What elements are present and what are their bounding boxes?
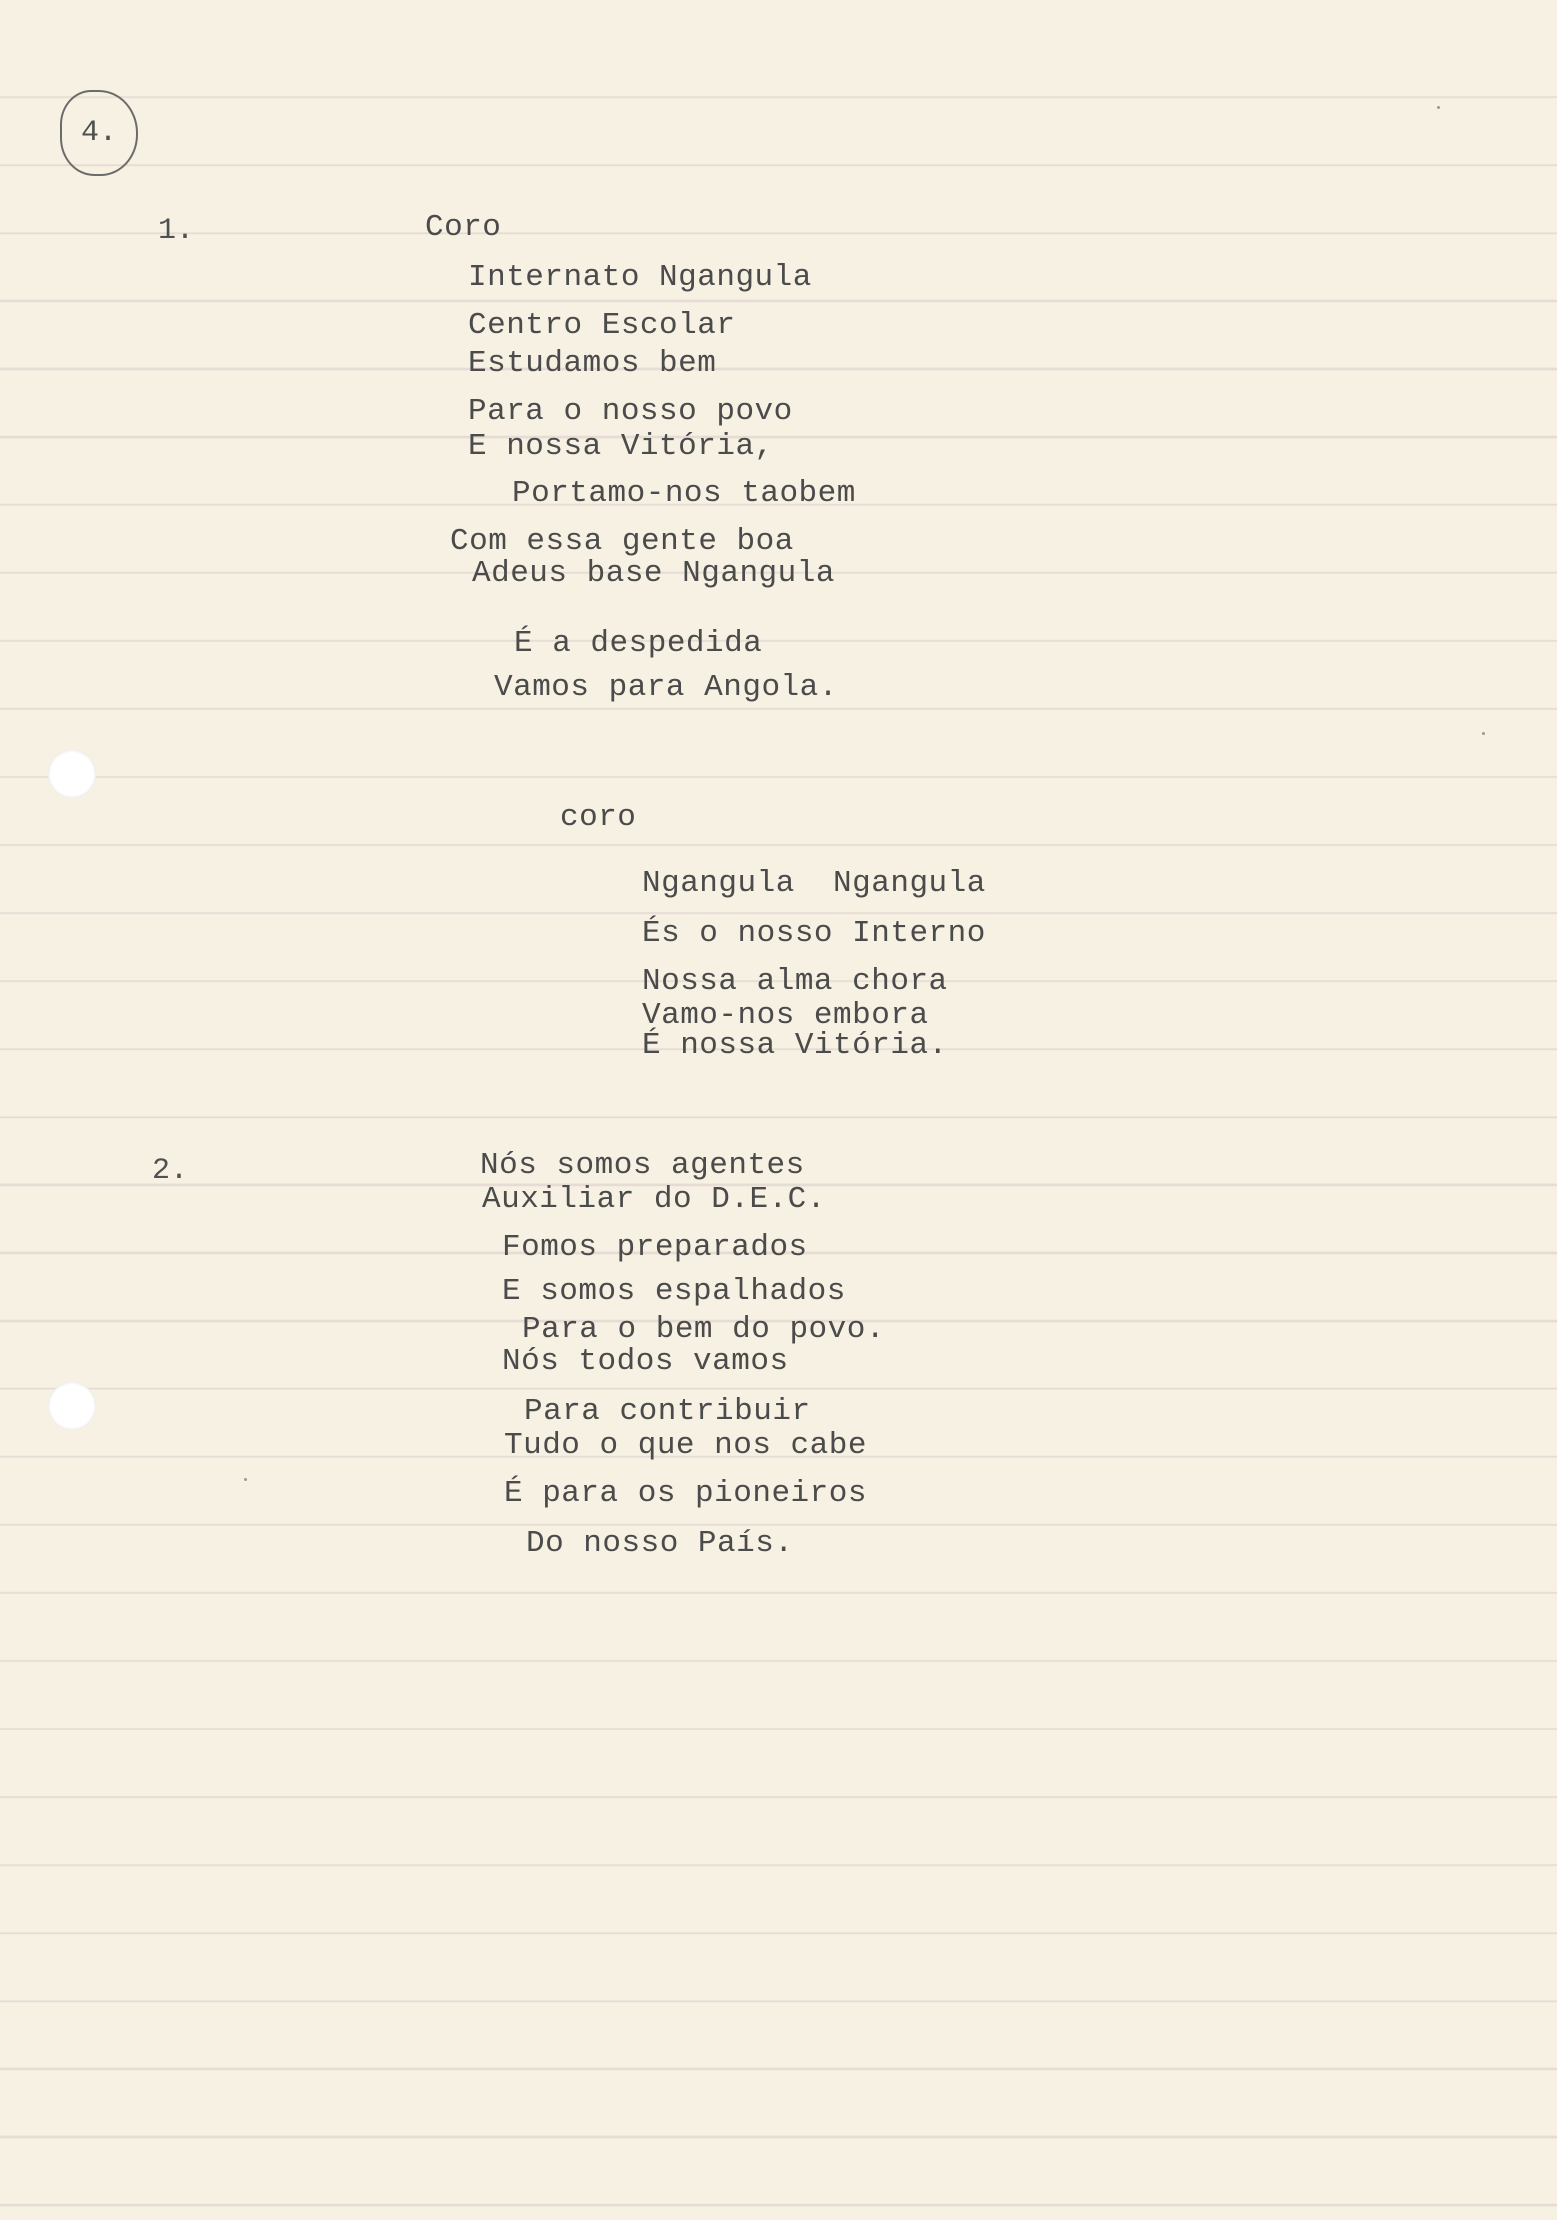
page-number: 4. (80, 116, 117, 150)
verse-line: Portamo-nos taobem (512, 476, 856, 511)
section-number: 1. (158, 214, 195, 248)
chorus-line: É nossa Vitória. (642, 1028, 948, 1063)
chorus-line: Vamo-nos embora (642, 998, 929, 1033)
chorus-line: Ngangula Ngangula (642, 866, 986, 901)
verse-line: Coro (425, 210, 502, 245)
chorus-line: És o nosso Interno (642, 916, 986, 951)
verse-line: Vamos para Angola. (494, 670, 838, 705)
verse-line: Centro Escolar (468, 308, 736, 343)
verse-line: Para o nosso povo (468, 394, 793, 429)
verse-line: Adeus base Ngangula (472, 556, 835, 591)
page-number-circled (60, 90, 138, 176)
ink-speck (1482, 732, 1485, 735)
verse-line: E nossa Vitória, (468, 429, 774, 464)
chorus-label: coro (560, 800, 637, 835)
ink-speck (1437, 106, 1440, 109)
verse-line: Estudamos bem (468, 346, 717, 381)
verse-line: Nós somos agentes (480, 1148, 805, 1183)
verse-line: Nós todos vamos (502, 1344, 789, 1379)
verse-line: Para contribuir (524, 1394, 811, 1429)
verse-line: Para o bem do povo. (522, 1312, 885, 1347)
verse-line: Tudo o que nos cabe (504, 1428, 867, 1463)
chorus-line: Nossa alma chora (642, 964, 948, 999)
punch-hole-bottom (48, 1382, 96, 1430)
verse-line: Auxiliar do D.E.C. (482, 1182, 826, 1217)
verse-line: Fomos preparados (502, 1230, 808, 1265)
ink-speck (244, 1478, 247, 1481)
punch-hole-top (48, 750, 96, 798)
verse-line: Internato Ngangula (468, 260, 812, 295)
verse-line: É para os pioneiros (504, 1476, 867, 1511)
verse-line: Do nosso País. (526, 1526, 794, 1561)
section-number: 2. (152, 1154, 189, 1188)
verse-line: É a despedida (514, 626, 763, 661)
verse-line: Com essa gente boa (450, 524, 794, 559)
verse-line: E somos espalhados (502, 1274, 846, 1309)
